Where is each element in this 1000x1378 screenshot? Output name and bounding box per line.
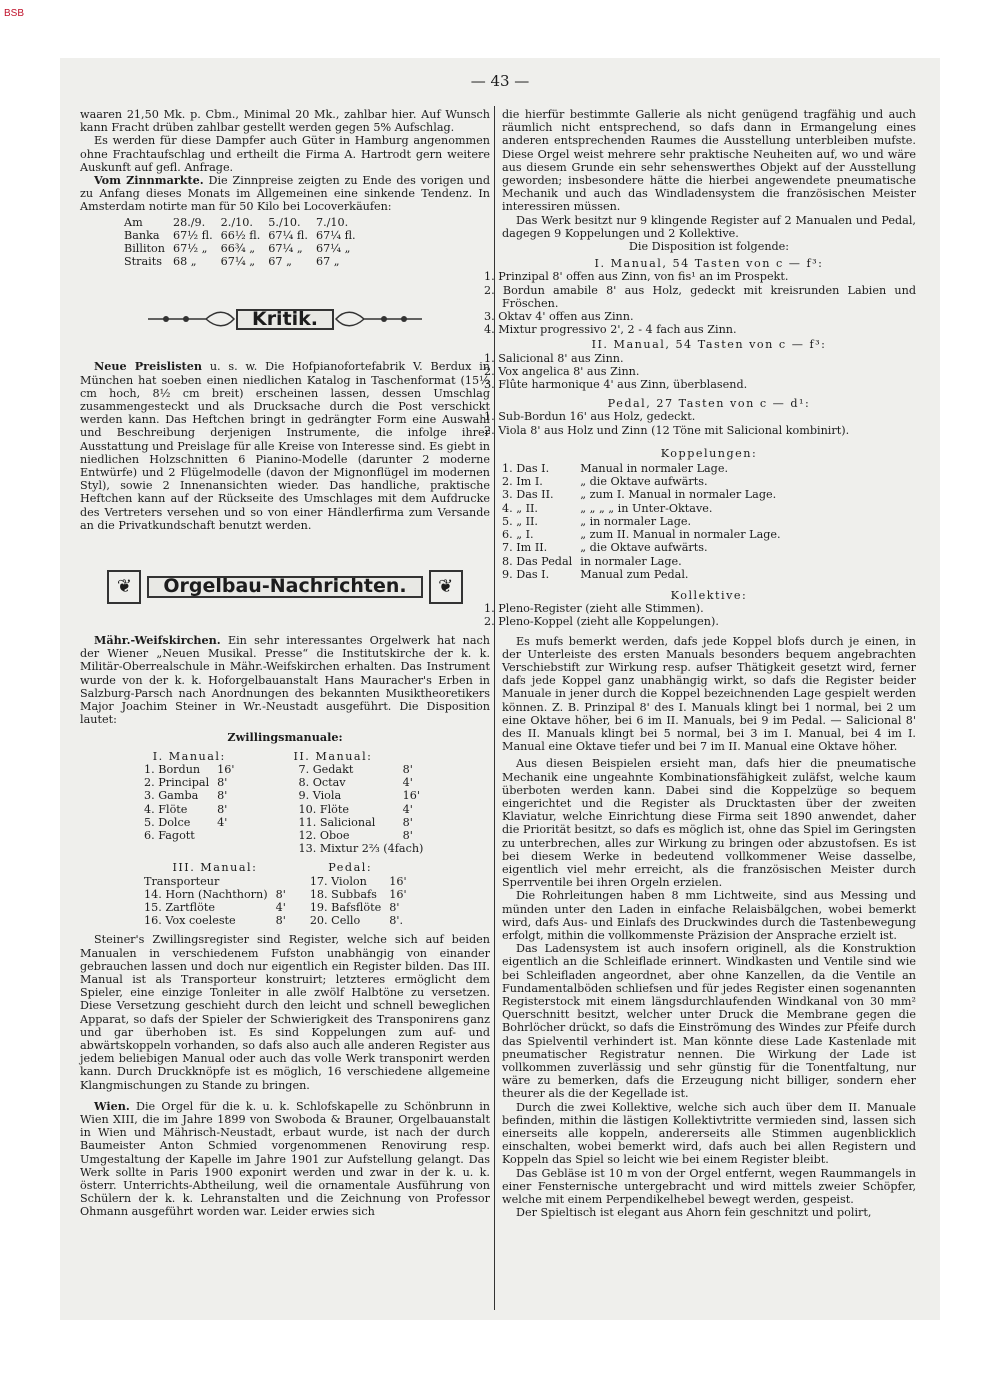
pedal-heading: Pedal, 27 Tasten von c — d¹: (607, 397, 811, 411)
table-cell: 8' (402, 815, 413, 829)
table-cell: 67¼ „ (315, 242, 351, 256)
manual1-title: I. Manual: (152, 749, 226, 763)
zwillingsmanuale-title: Zwillingsmanuale: (227, 729, 343, 744)
table-cell: 2. Principal (144, 776, 210, 790)
list-item: 2. Viola 8' aus Holz und Zinn (12 Töne mit Salicional kombinirt). (484, 423, 850, 437)
list-item: 3. Flûte harmonique 4' aus Zinn, überblasend. (484, 378, 748, 392)
table-cell: 11. Salicional (298, 815, 376, 829)
table-row (120, 229, 360, 242)
table-cell: 1. Bordun (144, 762, 201, 776)
table-cell: 14. Horn (Nachthorn) (144, 887, 268, 901)
kollektive-list (484, 602, 916, 629)
zwillingsmanuale-heading (80, 731, 490, 744)
manual2-list (484, 351, 916, 392)
manual2-title: II. Manual: (293, 749, 373, 763)
table-cell: 8' (402, 828, 413, 842)
table-cell: 5. Dolce (144, 815, 191, 829)
zinn-paragraph (80, 174, 490, 214)
table-cell: 7. Im II. (502, 541, 548, 555)
table-row (502, 502, 785, 515)
table-cell: Banka (124, 228, 160, 242)
wien-heading: Wien. (94, 1098, 130, 1113)
table-row (502, 555, 785, 568)
table-cell: in normaler Lage. (580, 554, 682, 568)
table-cell: 3. Das II. (502, 488, 554, 502)
table-cell: 67¼ fl. (315, 228, 356, 242)
table-row (502, 528, 785, 541)
table-row (140, 861, 411, 874)
table-cell: 8. Das Pedal (502, 554, 573, 568)
zinn-heading: Vom Zinnmarkte. (94, 173, 204, 188)
table-row (140, 875, 411, 888)
list-item: 1. Pleno-Register (zieht alle Stimmen). (484, 602, 704, 616)
steiner-paragraph: Steiner's Zwillingsregister sind Register, welche sich auf beiden Manualen in verschiedenem Fufston unabhängig von einander gebrauchen lassen und doch nur eigentlich ein Register bilden. Das III. Manual ist als Transporteur konstruirt; letzteres ermöglicht dem Spieler, eine einzige Tonleiter in alle zwölf Halbtöne zu versetzen. Diese Versetzung geschieht durch den leicht und schnell beweglichen Apparat, so dafs der Spieler der Schwierigkeit des Transponirens ganz und gar überhoben ist. Es sind Koppelungen zum auf- und abwärtskoppeln vorhanden, so dafs also auch alle anderen Register aus jedem beliebigen Manual oder auch das volle Werk transponirt werden kann. Durch Druckknöpfe ist es möglich, 16 verschiedene allgemeine Klangmischungen zu Stande zu bringen. (80, 933, 490, 1092)
table-row (140, 803, 427, 816)
right-paragraph-1: die hierfür bestimmte Gallerie als nicht genügend tragfähig und auch räumlich nicht entsprechend, so dafs dann in Ermangelung eines anderen entsprechenden Raumes die Ausstellung unterbleiben mufste. Diese Orgel weist mehrere sehr praktische Neuheiten auf, wo und wäre aus diesem Grunde ein sehr sehenswerthes Objekt auf der Ausstellung geworden; insbesondere hätte die hierbei angewendete pneumatische Mechanik und auch das Windladensystem die französischen Meister interessiren müssen. (502, 108, 916, 214)
table-row (120, 255, 360, 268)
table-cell: 67½ „ (172, 242, 208, 256)
table-row (502, 488, 785, 501)
table-row (140, 789, 427, 802)
disposition-table-2 (140, 861, 411, 927)
right-paragraph-8: Durch die zwei Kollektive, welche sich auch über dem II. Manuale befinden, mithin die lästigen Kollektivtritte vermieden sind, lassen sich einerseits alle koppeln, andererseits alle Stimmen augenblicklich einschalten, wobei bemerkt wird, dafs auch bei allen Registern und Koppeln das Spiel so leicht wie bei einem Register bleibt. (502, 1100, 916, 1167)
table-cell: 6. „ I. (502, 528, 534, 542)
table-cell: 3. Gamba (144, 789, 199, 803)
kritik-banner (135, 308, 435, 330)
table-cell: 20. Cello (309, 914, 361, 928)
table-cell: 1. Das I. (502, 462, 550, 476)
table-cell: 17. Violon (309, 874, 367, 888)
table-cell (213, 829, 238, 842)
table-cell: 66¾ „ (220, 242, 256, 256)
table-cell: 16' (402, 789, 420, 803)
orgelbau-banner (100, 570, 470, 604)
right-paragraph-7: Das Ladensystem ist auch insofern originell, als die Konstruktion eigentlich an die Schleiflade erinnert. Windkasten und Ventile sind wie bei Schleifladen angeordnet, aber ohne Kanzellen, da die Ventile an Fundamentalböden schliefsen und für jedes Register einen sogenannten Registerstock mit einem längsdurchlaufenden Windkanal von 30 mm² Querschnitt besitzt, welcher unter Druck die Membrane gegen die Bohrlöcher drückt, so dafs die Einströmung des Windes zur Pfeife durch das Spielventil verhindert ist. Man könnte diese Lade Kastenlade mit pneumatischer Registratur nennen. Die Wirkung der Lade ist vollkommen zuverlässig und sehr günstig für die Tonentfaltung, nur wäre zu bemerken, dafs die Erzeugung nicht billiger, sondern eher theurer als die der Kegellade ist. (502, 942, 916, 1101)
table-row (140, 816, 427, 829)
table-cell: „ zum I. Manual in normaler Lage. (580, 488, 777, 502)
table-row (140, 776, 427, 789)
preislisten-paragraph (80, 360, 490, 532)
orgelbau-title: Orgelbau-Nachrichten. (147, 576, 422, 597)
right-paragraph-2: Das Werk besitzt nur 9 klingende Register auf 2 Manualen und Pedal, dagegen 9 Koppelungen und 2 Kollektive. (502, 213, 916, 240)
right-paragraph-3: Die Disposition ist folgende: (628, 240, 790, 254)
table-cell: 8' (217, 802, 228, 816)
table-cell: 8' (402, 762, 413, 776)
list-item: 3. Oktav 4' offen aus Zinn. (484, 310, 634, 324)
weisskirchen-text: Ein sehr interessantes Orgelwerk hat nach der Wiener „Neuen Musikal. Presse“ die Institutskirche der k. k. Militär-Oberrealschule in Mähr.-Weifskirchen erhalten. Das Instrument wurde von der k. k. Hoforgelbauanstalt Hans Mauracher's Erben in Salzburg-Parsch nach Anordnungen des bekannten Musiktheoretikers Major Joachim Steiner in Wr.-Neustadt ausgeführt. Die Disposition lautet: (80, 634, 490, 727)
koppelungen-heading: Koppelungen: (660, 446, 758, 460)
pedal-title: Pedal: (328, 861, 373, 875)
table-cell: 66½ fl. (220, 228, 261, 242)
table-cell: „ „ „ „ in Unter-Oktave. (580, 501, 713, 515)
table-cell: 8' (217, 776, 228, 790)
table-cell: „ in normaler Lage. (580, 514, 692, 528)
table-row (502, 475, 785, 488)
manual3-title: III. Manual: (172, 861, 258, 875)
table-cell: 67½ fl. (172, 228, 213, 242)
scanned-page (60, 58, 940, 1320)
table-cell: Am (124, 215, 143, 229)
list-item: 2. Vox angelica 8' aus Zinn. (484, 364, 640, 378)
table-cell: 28./9. (172, 215, 206, 229)
weisskirchen-paragraph (80, 634, 490, 726)
preislisten-text: u. s. w. Die Hofpianofortefabrik V. Berdux in München hat soeben einen niedlichen Katalog in Taschenformat (15½ cm hoch, 8½ cm breit) erscheinen lassen, dessen Umschlag zusammengesteckt und als Drucksache durch die Post verschickt werden kann. Das Heftchen bringt in gedrängter Form eine Auswahl und Beschreibung derjenigen Instrumente, die infolge ihrer Ausstattung und Preislage für alle Kreise von Interesse sind. Es giebt in niedlichen Holzschnitten 6 Pianino-Modelle (darunter 2 moderne Entwürfe) und 2 Flügelmodelle (davon der Mignonflügel im modernen Styl), sowie 2 Innenansichten wieder. Das handliche, praktische Heftchen kann auf der Rückseite des Umschlages mit dem Aufdrucke des Vertreters versehen und so von einer Händlerfirma zum Versande an die Privatkundschaft benutzt werden. (80, 360, 490, 532)
left-column (80, 108, 490, 1219)
list-item: 1. Prinzipal 8' offen aus Zinn, von fis¹ an im Prospekt. (484, 270, 789, 284)
table-cell: 4' (402, 776, 413, 790)
table-cell: 7./10. (315, 215, 349, 229)
table-cell: 67¼ „ (268, 242, 303, 256)
table-cell: 8'. (389, 914, 403, 928)
table-cell: 16' (217, 762, 235, 776)
table-cell: Manual zum Pedal. (580, 567, 689, 581)
table-row (502, 462, 785, 475)
pedal-list (484, 410, 916, 437)
preislisten-heading: Neue Preislisten (94, 359, 202, 374)
table-cell: 9. Viola (298, 789, 342, 803)
table-cell: Billiton (124, 242, 165, 256)
table-cell: 16. Vox coeleste (144, 914, 236, 928)
table-cell: 9. Das I. (502, 567, 550, 581)
table-cell: 67¼ „ (220, 255, 256, 269)
zinn-text: Die Zinnpreise zeigten zu Ende des vorigen und zu Anfang dieses Monats im Allgemeinen eine sinkende Tendenz. In Amsterdam notirte man für 50 Kilo bei Locoverkäufen: (80, 174, 490, 214)
intro-paragraph-2: Es werden für diese Dampfer auch Güter in Hamburg angenommen ohne Frachtaufschlag und ertheilt die Firma A. Hartrodt gern weitere Auskunft auf gefl. Anfrage. (80, 134, 490, 174)
table-cell: 2./10. (220, 215, 253, 229)
table-cell: 7. Gedakt (298, 762, 354, 776)
bsb-watermark: BSB (4, 8, 25, 19)
table-cell: „ die Oktave aufwärts. (580, 475, 708, 489)
table-cell: 4' (275, 900, 286, 914)
table-cell: 8' (275, 887, 286, 901)
zinn-price-table (120, 216, 360, 269)
table-cell: 8' (389, 900, 400, 914)
table-cell: 16' (389, 874, 407, 888)
right-paragraph-6: Die Rohrleitungen haben 8 mm Lichtweite, sind aus Messing und münden unter den Laden in einfache Relaisbälgchen, wobei bemerkt wird, dafs Aus- und Einlafs des Druckwindes durch die Tastenbewegung erfolgt, mithin die vollkommenste Präzision der Ansprache erzielt ist. (502, 889, 916, 942)
table-cell: 8' (217, 789, 228, 803)
right-paragraph-4: Es mufs bemerkt werden, dafs jede Koppel blofs durch je einen, in der Unterleiste des ersten Manuals besonders bequem angebrachten Verschiebstift zur Wirkung resp. aufser Thätigkeit gesetzt wird, ferner dafs jede Koppel ganz unabhängig wirkt, so dafs die Register beider Manuale in jener durch die Koppel bezeichnenden Lage gespielt werden können. Z. B. Prinzipal 8' des I. Manuals klingt bei 1 normal, bei 2 um eine Oktave höher, bei 6 im II. Manuals, bei 9 im Pedal. — Salicional 8' des II. Manuals klingt bei 5 normal, bei 3 im I. Manual, bei 4 im I. Manual eine Oktave tiefer und bei 7 im II. Manual eine Oktave höher. (502, 634, 916, 754)
table-row (140, 829, 427, 842)
ornament-left-icon (146, 308, 236, 330)
table-cell: 19. Bafsflöte (309, 900, 382, 914)
table-cell: Straits (124, 255, 162, 269)
page-number: — 43 — (470, 72, 530, 90)
table-cell: „ die Oktave aufwärts. (580, 541, 708, 555)
table-row (140, 901, 411, 914)
wien-paragraph (80, 1100, 490, 1219)
right-column (484, 108, 916, 1220)
manual2-heading: II. Manual, 54 Tasten von c — f³: (591, 338, 827, 352)
list-item: 4. Mixtur progressivo 2', 2 - 4 fach aus Zinn. (484, 323, 737, 337)
table-cell: 8' (275, 914, 286, 928)
list-item: 2. Pleno-Koppel (zieht alle Koppelungen). (484, 615, 719, 629)
zinn-table-header (120, 216, 360, 229)
table-row (140, 750, 427, 763)
table-cell (213, 842, 238, 855)
table-cell: 5. „ II. (502, 514, 538, 528)
table-cell: 4' (402, 802, 413, 816)
right-paragraph-9: Das Gebläse ist 10 m von der Orgel entfernt, wegen Raummangels in einer Fensternische untergebracht und wird mittels zweier Schöpfer, welche mit einem Perpendikelhebel bewegt werden, gespeist. (502, 1166, 916, 1207)
table-cell: 12. Oboe (298, 828, 350, 842)
table-row (140, 842, 427, 855)
koppelungen-table (502, 462, 785, 581)
table-cell: 8. Octav (298, 776, 346, 790)
list-item: 2. Bordun amabile 8' aus Holz, gedeckt mit kreisrunden Labien und Fröschen. (484, 283, 916, 310)
table-row (502, 568, 785, 581)
table-row (140, 888, 411, 901)
table-cell: 10. Flöte (298, 802, 350, 816)
table-cell: 6. Fagott (144, 828, 195, 842)
table-row (140, 763, 427, 776)
manual1-heading: I. Manual, 54 Tasten von c — f³: (594, 257, 824, 271)
table-row (502, 541, 785, 554)
kollektive-heading: Kollektive: (670, 588, 748, 602)
table-cell: 67¼ fl. (268, 228, 308, 242)
list-item: 1. Salicional 8' aus Zinn. (484, 351, 624, 365)
ornament-square-left-icon: ❦ (107, 570, 141, 604)
ornament-right-icon (334, 308, 424, 330)
weisskirchen-heading: Mähr.-Weifskirchen. (94, 633, 221, 648)
intro-paragraph-1: waaren 21,50 Mk. p. Cbm., Minimal 20 Mk., zahlbar hier. Auf Wunsch kann Fracht drüben zahlbar gestellt werden gegen 5% Aufschlag. (80, 108, 490, 135)
disposition-table-1 (140, 750, 427, 856)
table-cell: 16' (389, 887, 407, 901)
table-cell: 18. Subbafs (309, 887, 377, 901)
right-paragraph-10: Der Spieltisch ist elegant aus Ahorn fein geschnitzt und polirt, (516, 1206, 872, 1220)
table-cell: 68 „ (172, 255, 197, 269)
table-cell: 67 „ (268, 255, 292, 269)
table-cell: 13. Mixtur 2⅔ (4fach) (298, 842, 424, 856)
ornament-square-right-icon: ❦ (429, 570, 463, 604)
list-item: 1. Sub-Bordun 16' aus Holz, gedeckt. (484, 410, 696, 424)
table-cell: Transporteur (144, 874, 220, 888)
table-cell: 4. „ II. (502, 501, 538, 515)
table-cell: 4' (217, 815, 228, 829)
wien-text: Die Orgel für die k. u. k. Schlofskapelle zu Schönbrunn in Wien XIII, die im Jahre 1899 von Swoboda & Brauner, Orgelbauanstalt in Wien und Mährisch-Neustadt, erbaut wurde, ist nach der durch Baumeister Anton Schmied vorgenommenen Renovirung resp. Umgestaltung der Kapelle im Jahre 1901 zur Aufstellung gelangt. Das Werk sollte in Paris 1900 exponirt werden und zwar in der k. u. k. österr. Unterrichts-Abtheilung, weil die ornamentale Ausführung von Schülern der k. k. Lehranstalten und die Zeichnung von Professor Ohmann ausgeführt worden war. Leider erwies sich (80, 1099, 490, 1219)
table-cell: Manual in normaler Lage. (580, 462, 729, 476)
table-cell: „ zum II. Manual in normaler Lage. (580, 528, 781, 542)
table-cell: 5./10. (268, 215, 301, 229)
kritik-title: Kritik. (236, 309, 334, 330)
right-paragraph-5: Aus diesen Beispielen ersieht man, dafs hier die pneumatische Mechanik eine ungeahnte Kombinationsfähigkeit zuläfst, welche kaum überboten werden kann. Dabei sind die Koppelzüge so bequem eingerichtet und die Register als Drucktasten über der zweiten Klaviatur, welche Einrichtung diese Firma seit 1890 anwendet, daher die Priorität besitzt, so dafs es möglich ist, ohne das Spiel im Geringsten zu unterbrechen, alles zur Wirkung zu bringen oder abzustofsen. Es ist bei diesem Werke in bedeutend vollkommener Weise dasselbe, eigentlich viel mehr erreicht, als die französischen Meister durch Sperrventile bei ihren Orgeln erzielen. (502, 757, 916, 890)
table-cell: 2. Im I. (502, 475, 543, 489)
manual1-list (484, 270, 916, 337)
table-cell: 15. Zartflöte (144, 900, 215, 914)
table-row (140, 914, 411, 927)
table-cell: 4. Flöte (144, 802, 188, 816)
table-cell (140, 842, 213, 855)
table-cell (272, 875, 290, 888)
table-cell: 67 „ (315, 255, 340, 269)
table-row (502, 515, 785, 528)
table-row (120, 242, 360, 255)
